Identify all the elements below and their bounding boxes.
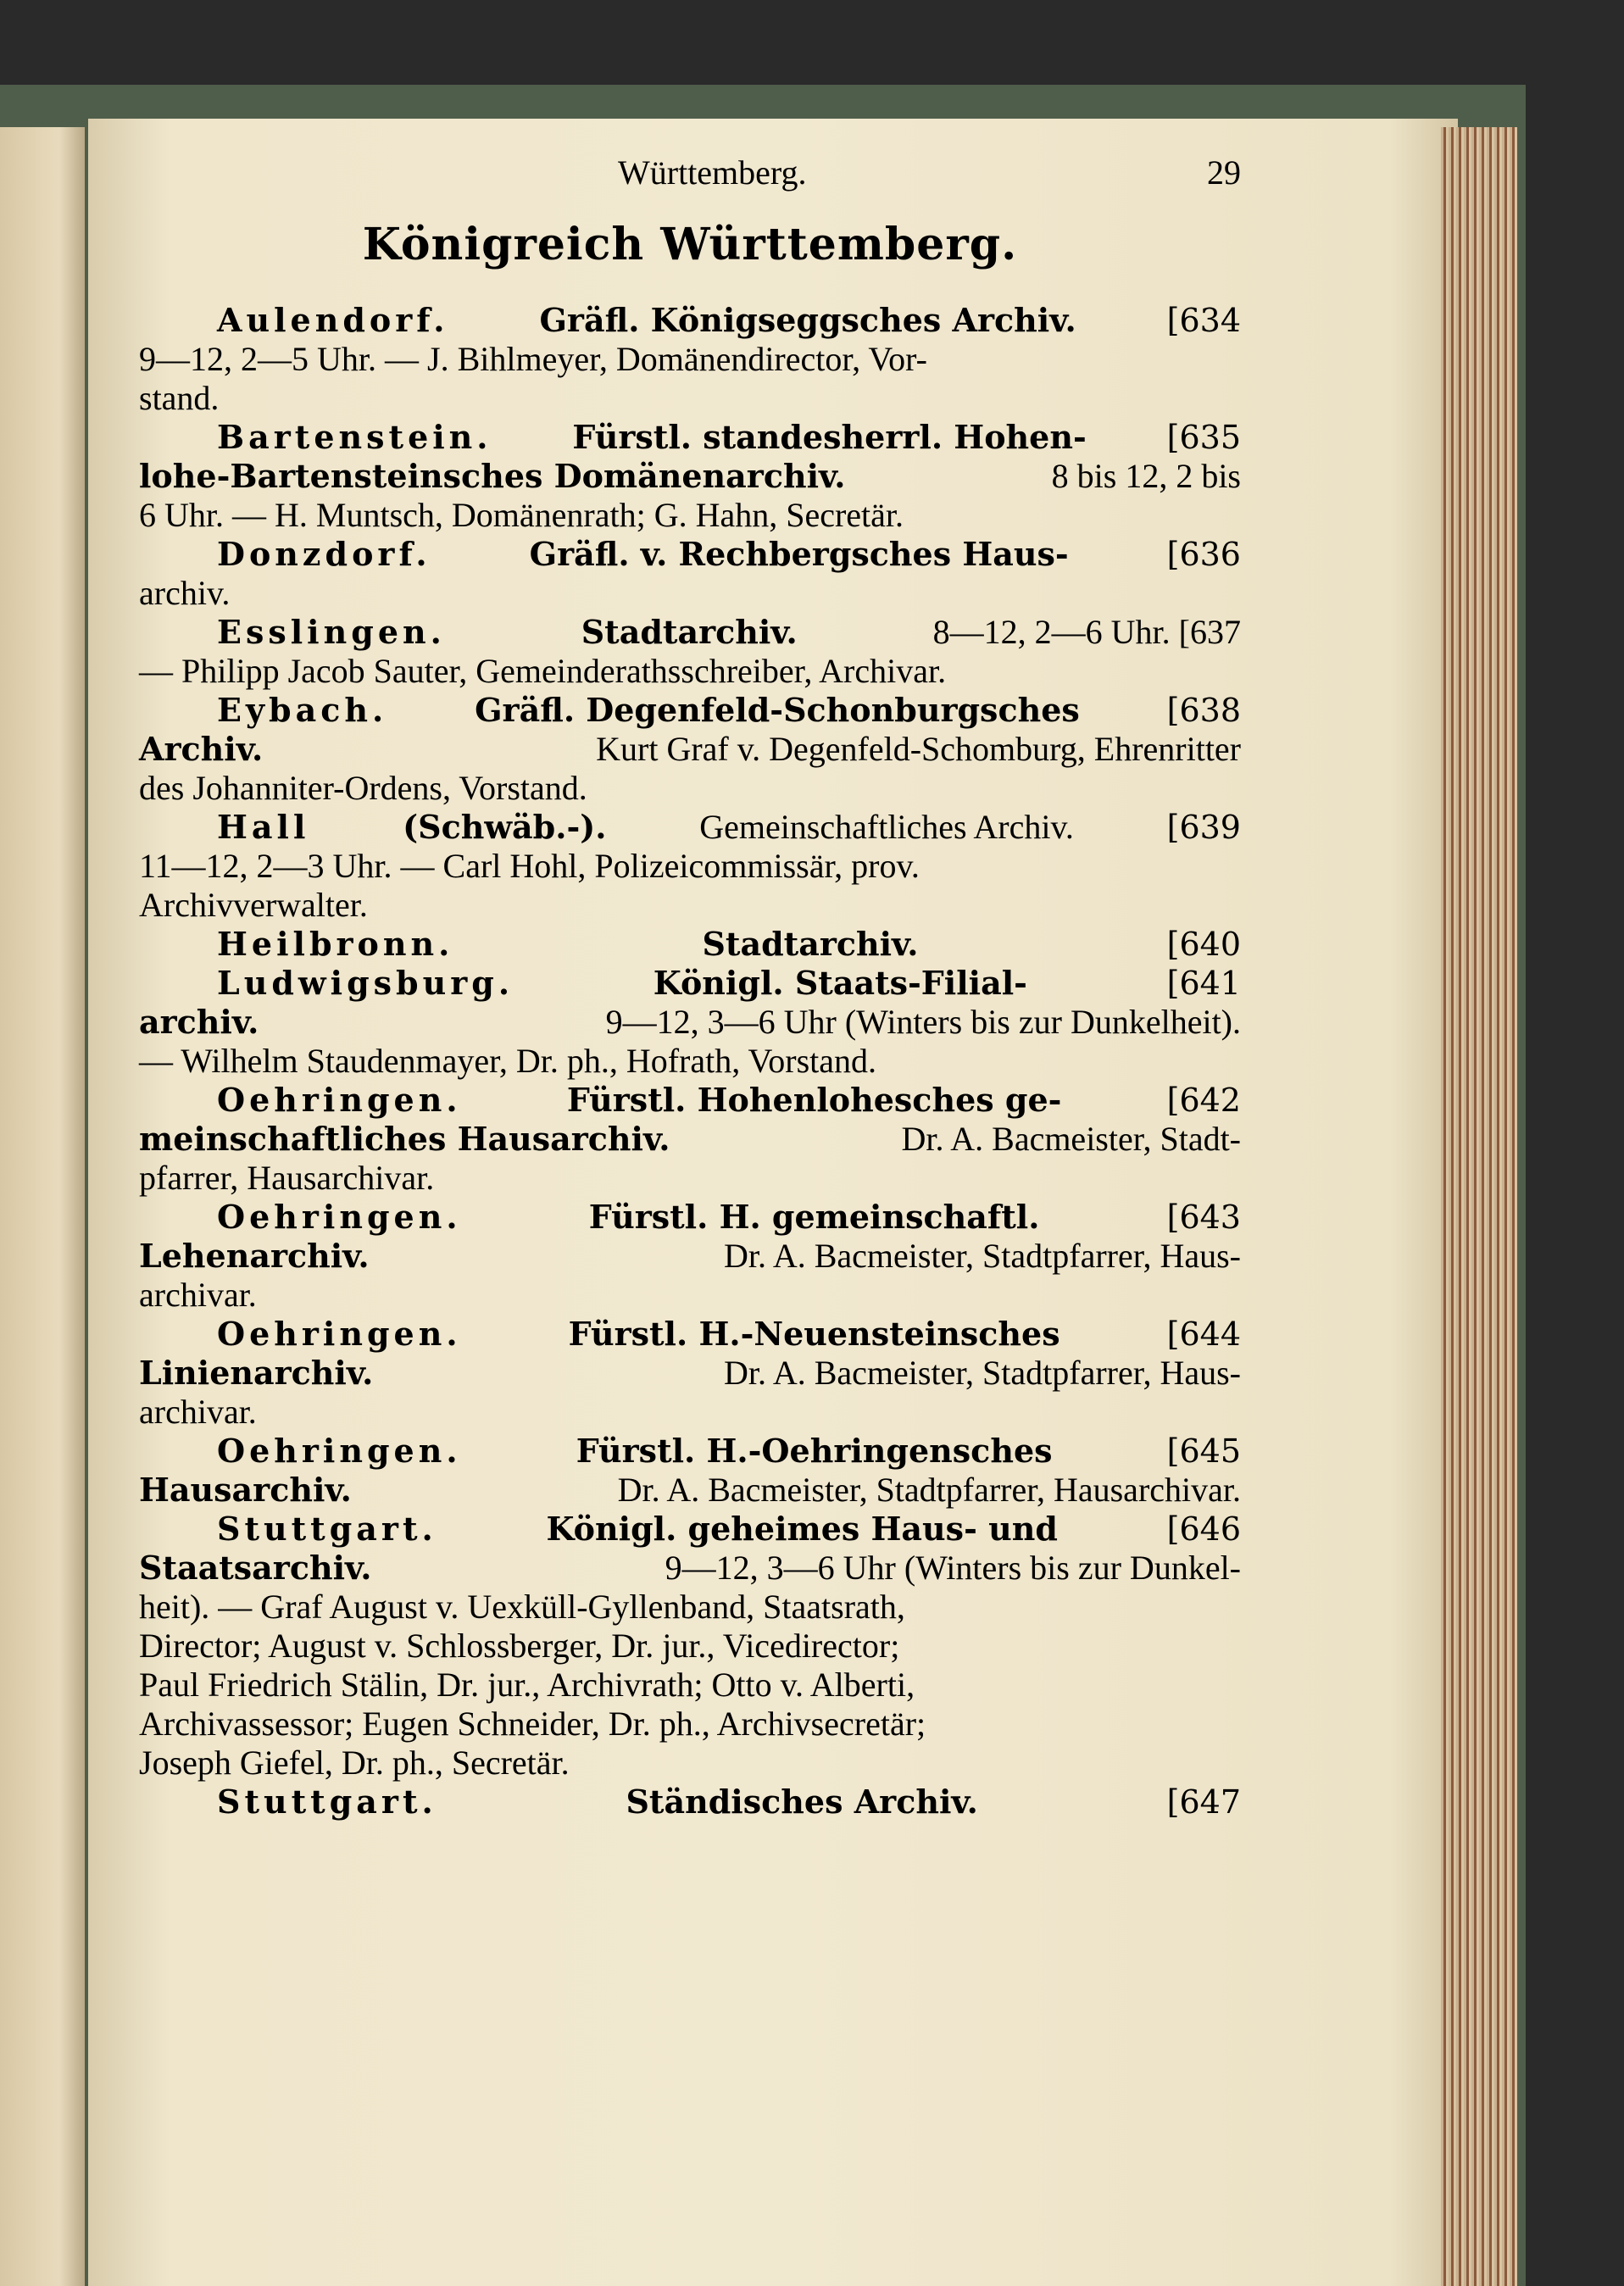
entry-text: — Wilhelm Staudenmayer, Dr. ph., Hofrath, Vorstand. (139, 1042, 876, 1080)
entry-text: des Johanniter-Ordens, Vorstand. (139, 769, 587, 807)
entry-line (139, 1354, 1241, 1393)
entry-text: Paul Friedrich Stälin, Dr. jur., Archivrath; Otto v. Alberti, (139, 1666, 915, 1704)
entry-text: archiv. (139, 574, 231, 612)
archive-entry (139, 1510, 1241, 1783)
entry-text: Director; August v. Schlossberger, Dr. jur., Vicedirector; (139, 1627, 900, 1665)
archive-entry (139, 691, 1241, 808)
place-name: Stuttgart. (217, 1510, 437, 1548)
entry-text: Kurt Graf v. Degenfeld-Schomburg, Ehrenritter (596, 730, 1241, 768)
archive-name: Königl. geheimes Haus- und (546, 1510, 1058, 1548)
entry-line (139, 457, 1241, 496)
entry-text: pfarrer, Hausarchivar. (139, 1159, 435, 1197)
running-head (139, 144, 1241, 203)
entry-number: [645 (1166, 1432, 1241, 1470)
entry-first-line (139, 535, 1241, 574)
entry-line (139, 1003, 1241, 1042)
entry-text: 9—12, 3—6 Uhr (Winters bis zur Dunkelheit). (605, 1003, 1241, 1041)
archive-name: (Schwäb.-). (403, 808, 607, 846)
entry-text: 9—12, 2—5 Uhr. — J. Bihlmeyer, Domänendirector, Vor- (139, 340, 927, 378)
entry-text: heit). — Graf August v. Uexküll-Gyllenband, Staatsrath, (139, 1588, 905, 1626)
archive-name-cont: Lehenarchiv. (139, 1237, 370, 1275)
archive-entry (139, 1783, 1241, 1822)
entry-number: [636 (1166, 536, 1241, 573)
place-name: Oehringen. (217, 1315, 462, 1353)
entry-line (139, 1159, 1241, 1198)
archive-name-cont: Linienarchiv. (139, 1354, 374, 1392)
entry-first-line (139, 613, 1241, 652)
entry-first-line (139, 1315, 1241, 1354)
archive-name-cont: lohe-Bartensteinsches Domänenarchiv. (139, 457, 846, 495)
archive-name: Fürstl. H. gemeinschaftl. (588, 1198, 1040, 1236)
entry-line (139, 886, 1241, 925)
entry-first-line (139, 925, 1241, 964)
entry-first-line (139, 301, 1241, 340)
entry-text: 8—12, 2—6 Uhr. [637 (932, 613, 1241, 651)
entry-number: [641 (1166, 965, 1241, 1002)
page-edges (1441, 127, 1517, 2286)
entry-number: [635 (1166, 419, 1241, 456)
place-name: Hall (217, 808, 310, 846)
archive-name: Gräfl. v. Rechbergsches Haus- (529, 535, 1069, 573)
archive-name-cont: Hausarchiv. (139, 1471, 352, 1509)
entry-line (139, 340, 1241, 379)
entry-text: Archivassessor; Eugen Schneider, Dr. ph., Archivsecretär; (139, 1705, 926, 1743)
entry-line (139, 1237, 1241, 1276)
entry-line (139, 1588, 1241, 1627)
entry-first-line (139, 1198, 1241, 1237)
entry-first-line (139, 691, 1241, 730)
entry-line (139, 730, 1241, 769)
archive-entry (139, 418, 1241, 535)
entry-line (139, 574, 1241, 613)
entry-first-line (139, 418, 1241, 457)
archive-name: Stadtarchiv. (581, 613, 798, 651)
entry-text: Joseph Giefel, Dr. ph., Secretär. (139, 1744, 570, 1782)
section-heading: Königreich Württemberg. (362, 219, 1018, 270)
place-name: Aulendorf. (217, 301, 449, 339)
entry-text: 6 Uhr. — H. Muntsch, Domänenrath; G. Hahn, Secretär. (139, 496, 904, 534)
entry-number: [634 (1166, 302, 1241, 339)
entry-number: [643 (1166, 1199, 1241, 1236)
left-page (0, 127, 85, 2286)
page-number: 29 (1207, 153, 1241, 192)
archive-name: Gräfl. Königseggsches Archiv. (539, 301, 1076, 339)
entry-line (139, 1549, 1241, 1588)
entry-first-line (139, 808, 1241, 847)
entry-text: — Philipp Jacob Sauter, Gemeinderathsschreiber, Archivar. (139, 652, 947, 690)
entry-text: stand. (139, 379, 220, 417)
archive-name: Ständisches Archiv. (626, 1783, 978, 1821)
place-name: Ludwigsburg. (217, 964, 514, 1002)
place-name: Donzdorf. (217, 535, 431, 573)
entry-line (139, 769, 1241, 808)
entry-number: [642 (1166, 1082, 1241, 1119)
archive-name: Fürstl. H.-Oehringensches (576, 1432, 1053, 1470)
entry-line (139, 1744, 1241, 1783)
entry-number: [644 (1166, 1315, 1241, 1353)
place-name: Oehringen. (217, 1081, 462, 1119)
archive-entry (139, 1432, 1241, 1510)
archive-entry (139, 613, 1241, 691)
place-name: Oehringen. (217, 1198, 462, 1236)
entry-line (139, 1627, 1241, 1666)
entry-number: [640 (1166, 926, 1241, 963)
entry-text: archivar. (139, 1276, 257, 1314)
entry-text: Archivverwalter. (139, 886, 368, 924)
entry-text: archivar. (139, 1393, 257, 1431)
place-name: Eybach. (217, 691, 388, 729)
entry-text: Dr. A. Bacmeister, Stadtpfarrer, Haus- (724, 1237, 1241, 1275)
place-name: Heilbronn. (217, 925, 454, 963)
archive-name: Stadtarchiv. (702, 925, 919, 963)
archive-entry (139, 964, 1241, 1081)
archive-entry (139, 1198, 1241, 1315)
archive-entry (139, 301, 1241, 418)
entry-first-line (139, 964, 1241, 1003)
entry-text: Gemeinschaftliches Archiv. (699, 808, 1074, 846)
entry-line (139, 652, 1241, 691)
entry-line (139, 1120, 1241, 1159)
entry-line (139, 1666, 1241, 1705)
place-name: Stuttgart. (217, 1783, 437, 1821)
entry-line (139, 1276, 1241, 1315)
entry-line (139, 1393, 1241, 1432)
entry-text: 8 bis 12, 2 bis (1051, 457, 1241, 495)
entry-line (139, 1471, 1241, 1510)
archive-entry (139, 925, 1241, 964)
entry-text: 11—12, 2—3 Uhr. — Carl Hohl, Polizeicommissär, prov. (139, 847, 920, 885)
entry-number: [639 (1166, 809, 1241, 846)
archive-name-cont: meinschaftliches Hausarchiv. (139, 1120, 670, 1158)
entry-line (139, 1705, 1241, 1744)
entry-first-line (139, 1510, 1241, 1549)
entry-first-line (139, 1432, 1241, 1471)
entry-text: 9—12, 3—6 Uhr (Winters bis zur Dunkel- (665, 1549, 1241, 1587)
place-name: Bartenstein. (217, 418, 492, 456)
archive-name-cont: archiv. (139, 1003, 259, 1041)
entry-number: [647 (1166, 1783, 1241, 1821)
entry-number: [646 (1166, 1510, 1241, 1548)
entry-first-line (139, 1783, 1241, 1822)
archive-name: Fürstl. Hohenlohesches ge- (566, 1081, 1062, 1119)
archive-name: Königl. Staats-Filial- (653, 964, 1027, 1002)
archive-name: Gräfl. Degenfeld-Schonburgsches (475, 691, 1080, 729)
place-name: Esslingen. (217, 613, 446, 651)
place-name: Oehringen. (217, 1432, 462, 1470)
archive-entry (139, 808, 1241, 925)
archive-name-cont: Staatsarchiv. (139, 1549, 372, 1587)
entry-first-line (139, 1081, 1241, 1120)
archive-entry (139, 535, 1241, 613)
entry-line (139, 496, 1241, 535)
archive-entry (139, 1315, 1241, 1432)
entry-text: Dr. A. Bacmeister, Stadt- (901, 1120, 1241, 1158)
archive-entries (139, 301, 1241, 1822)
entry-line (139, 847, 1241, 886)
archive-name: Fürstl. standesherrl. Hohen- (572, 418, 1087, 456)
entry-number: [638 (1166, 692, 1241, 729)
entry-line (139, 1042, 1241, 1081)
archive-name-cont: Archiv. (139, 730, 264, 768)
page-content (139, 144, 1241, 1822)
archive-name: Fürstl. H.-Neuensteinsches (568, 1315, 1060, 1353)
entry-text: Dr. A. Bacmeister, Stadtpfarrer, Hausarchivar. (617, 1471, 1241, 1509)
running-head-title: Württemberg. (618, 153, 807, 192)
entry-text: Dr. A. Bacmeister, Stadtpfarrer, Haus- (724, 1354, 1241, 1392)
entry-line (139, 379, 1241, 418)
archive-entry (139, 1081, 1241, 1198)
